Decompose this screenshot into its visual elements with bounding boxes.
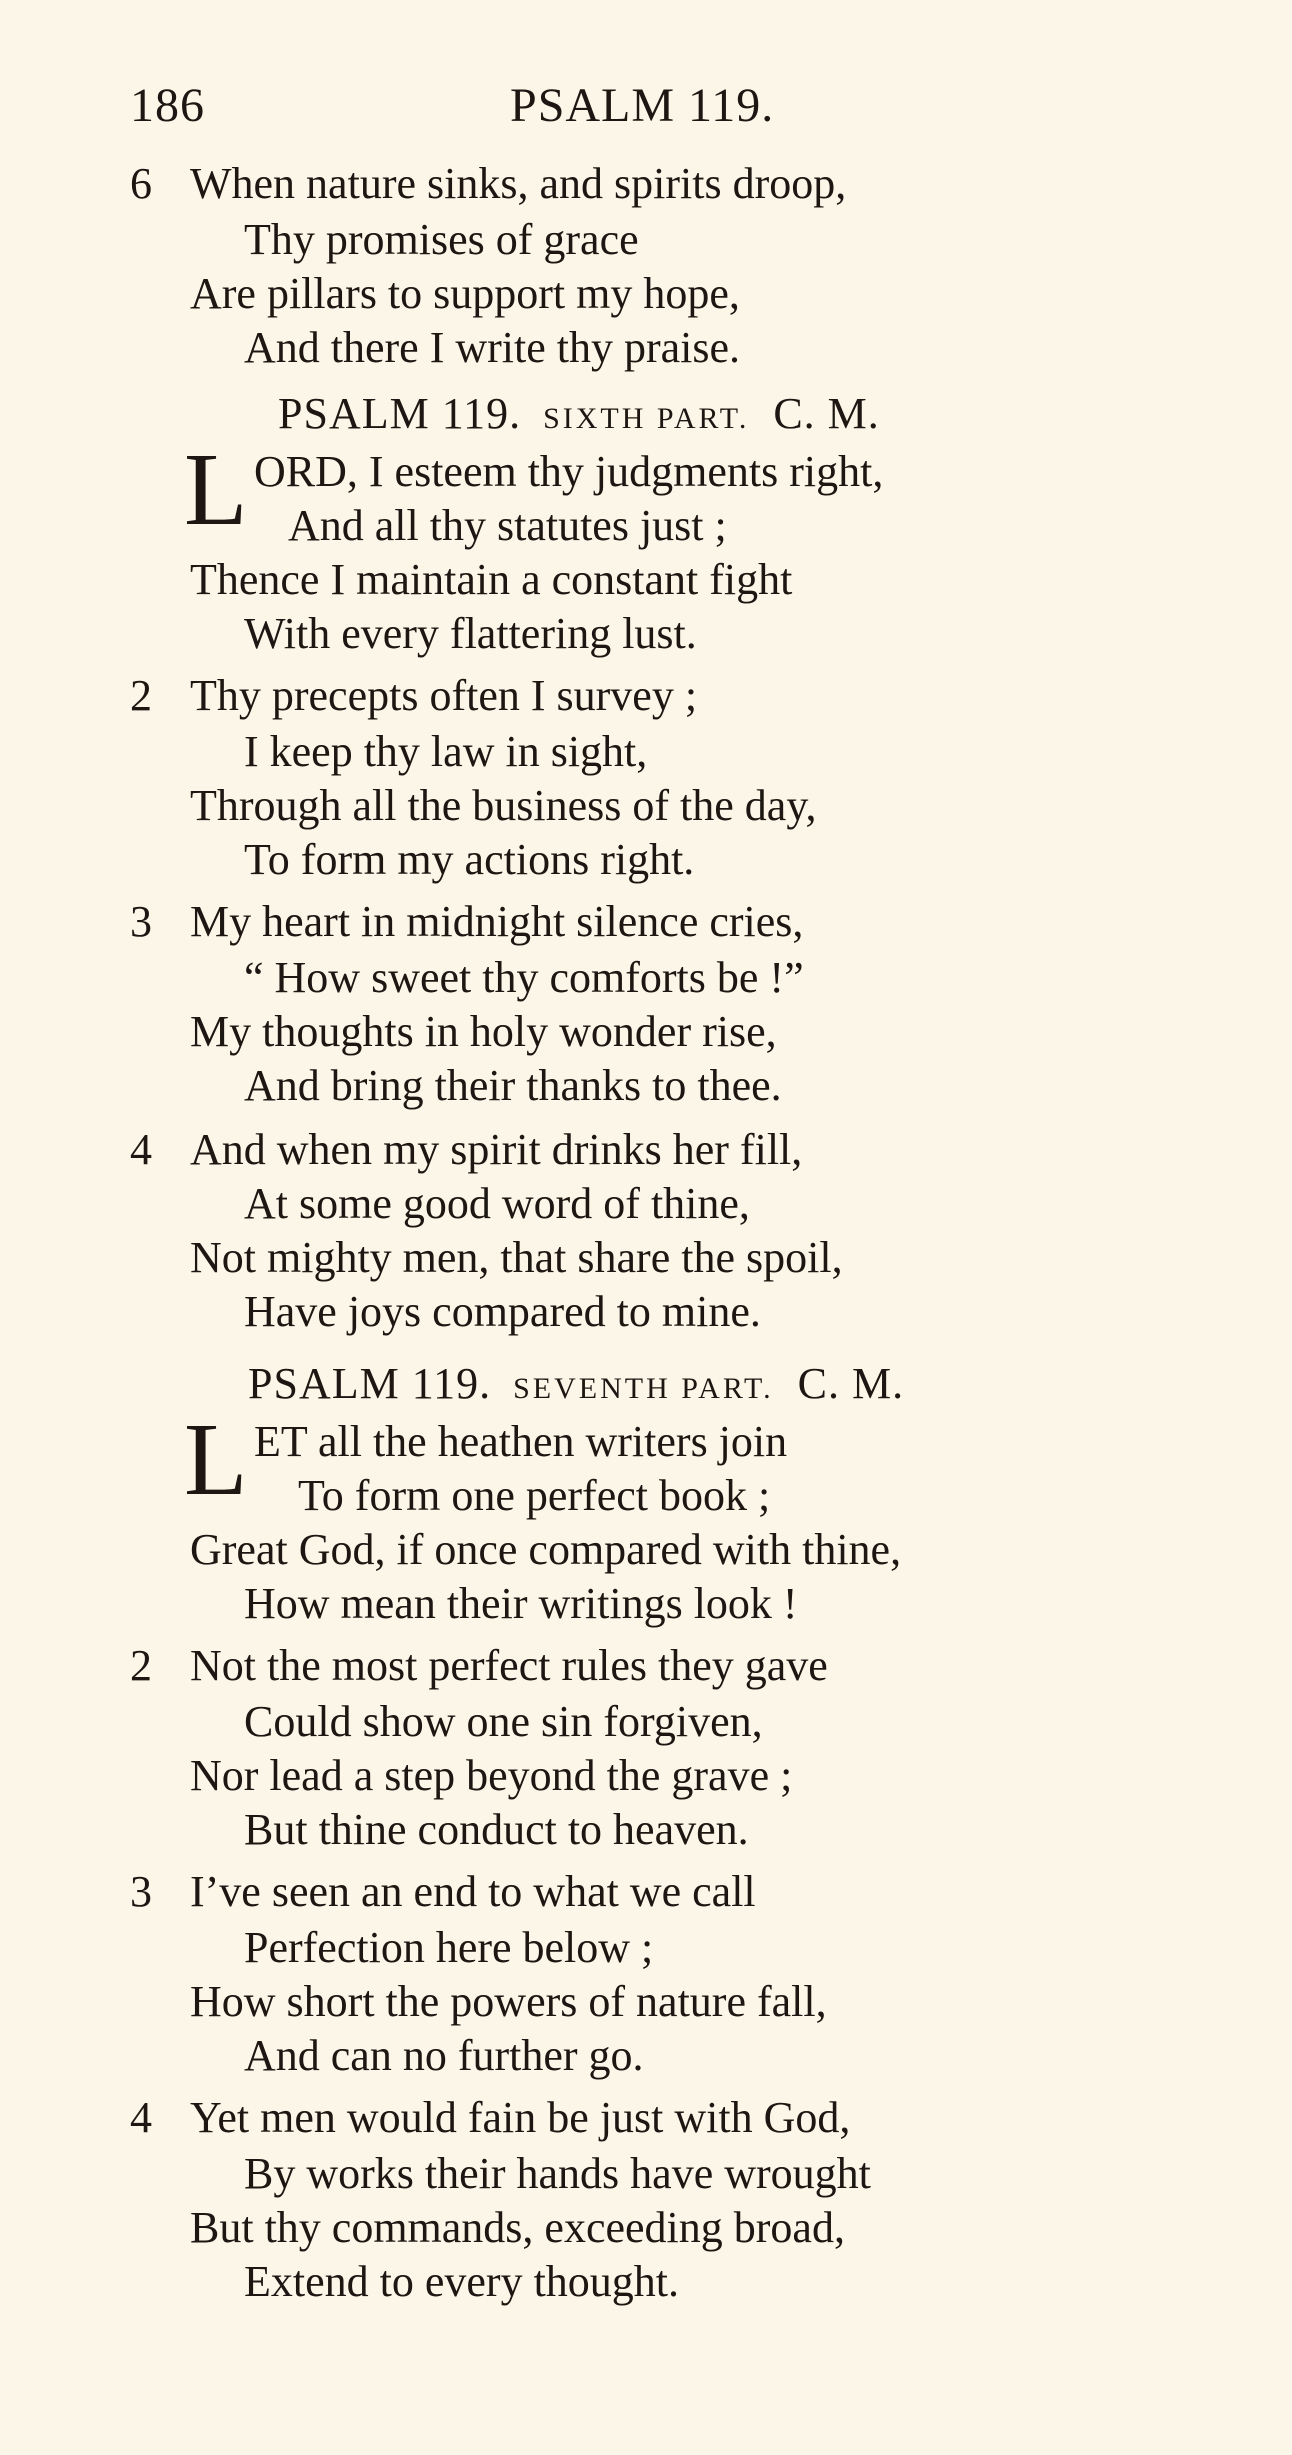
verse-line: To form one perfect book ; (298, 1471, 771, 1520)
verse-line: ORD, I esteem thy judgments right, (254, 447, 884, 496)
verse-line: ET all the heathen writers join (254, 1417, 788, 1466)
drop-cap: L (184, 1402, 248, 1517)
verse-line: Great God, if once compared with thine, (190, 1525, 902, 1574)
psalm-part-heading (248, 1359, 905, 1408)
verse-line: And there I write thy praise. (244, 323, 741, 372)
verse-line: Not the most perfect rules they gave (190, 1641, 828, 1690)
verse-line: Not mighty men, that share the spoil, (190, 1233, 843, 1282)
heading-meter: C. M. (773, 389, 880, 438)
running-title: PSALM 119. (510, 79, 775, 132)
verse-line: Perfection here below ; (244, 1923, 654, 1972)
verse-line: My heart in midnight silence cries, (190, 897, 804, 946)
verse-line: Are pillars to support my hope, (190, 269, 740, 318)
heading-part: SEVENTH PART. (513, 1372, 774, 1405)
verse-line: And when my spirit drinks her fill, (190, 1125, 803, 1174)
stanza-number: 2 (130, 1641, 152, 1690)
heading-psalm: PSALM 119. (278, 389, 522, 438)
verse-line: Have joys compared to mine. (244, 1287, 761, 1336)
stanza-number: 3 (130, 897, 152, 946)
verse-line: My thoughts in holy wonder rise, (190, 1007, 777, 1056)
stanza-number: 6 (130, 159, 152, 208)
verse-line: By works their hands have wrought (244, 2149, 871, 2198)
verse-line: Nor lead a step beyond the grave ; (190, 1751, 793, 1800)
stanza-number: 4 (130, 1125, 152, 1174)
verse-line: Yet men would fain be just with God, (190, 2093, 851, 2142)
verse-line: I keep thy law in sight, (244, 727, 648, 776)
verse-line: But thine conduct to heaven. (244, 1805, 749, 1854)
verse-line: “ How sweet thy comforts be !” (244, 953, 804, 1002)
verse-line: Could show one sin forgiven, (244, 1697, 763, 1746)
verse-line: How short the powers of nature fall, (190, 1977, 827, 2026)
verse-line: At some good word of thine, (244, 1179, 750, 1228)
verse-line: Thy precepts often I survey ; (190, 671, 698, 720)
verse-line: I’ve seen an end to what we call (190, 1867, 756, 1916)
stanza-number: 3 (130, 1867, 152, 1916)
verse-line: Thy promises of grace (244, 215, 639, 264)
stanza-number: 4 (130, 2093, 152, 2142)
heading-part: SIXTH PART. (543, 402, 750, 435)
page-number: 186 (130, 79, 205, 132)
verse-line: Through all the business of the day, (190, 781, 817, 830)
heading-psalm: PSALM 119. (248, 1359, 492, 1408)
heading-meter: C. M. (797, 1359, 905, 1408)
psalm-part-heading (278, 389, 880, 438)
verse-line: And can no further go. (244, 2031, 644, 2080)
verse-line: When nature sinks, and spirits droop, (190, 159, 847, 208)
verse-line: But thy commands, exceeding broad, (190, 2203, 845, 2252)
verse-line: With every flattering lust. (244, 609, 697, 658)
verse-line: How mean their writings look ! (244, 1579, 798, 1628)
stanza-number: 2 (130, 671, 152, 720)
verse-line: And bring their thanks to thee. (244, 1061, 782, 1110)
verse-line: To form my actions right. (244, 835, 695, 884)
verse-line: Extend to every thought. (244, 2257, 680, 2306)
verse-line: Thence I maintain a constant fight (190, 555, 793, 604)
verse-line: And all thy statutes just ; (288, 501, 727, 550)
drop-cap: L (184, 432, 248, 547)
